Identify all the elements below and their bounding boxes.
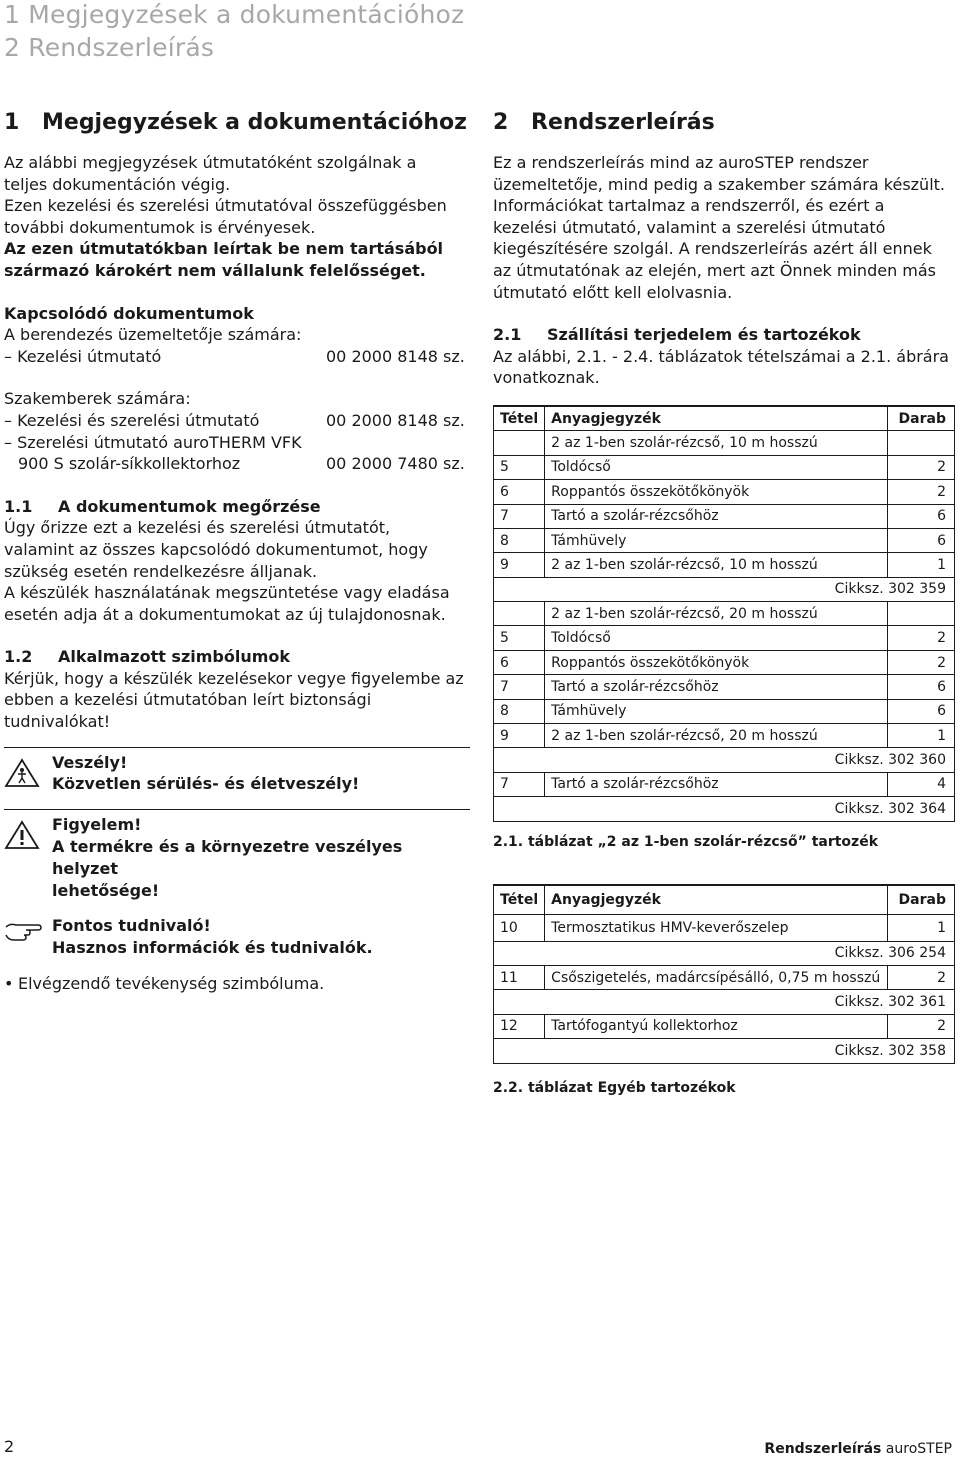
page-number: 2 (4, 1437, 15, 1456)
article-number: Cikksz. 306 254 (494, 941, 955, 965)
action-bullet (4, 973, 470, 995)
section-2-heading (493, 108, 956, 152)
article-number-row (494, 797, 955, 821)
text-line: Az alábbi megjegyzések útmutatóként szolgálnak a (4, 153, 417, 172)
section-title: Alkalmazott szimbólumok (58, 647, 291, 667)
header-cell: Tétel (494, 885, 545, 915)
section-number: 1.1 (4, 496, 33, 516)
article-number-row (494, 1039, 955, 1063)
section-title: A dokumentumok megőrzése (58, 496, 321, 516)
text-line: az útmutatónak az elején, mert azt Önnek minden más (493, 260, 937, 280)
group-title-cell: 2 az 1-ben szolár-rézcső, 20 m hosszú (545, 602, 888, 626)
article-number-row (494, 941, 955, 965)
accessories-table (493, 884, 955, 1064)
article-number-row (494, 748, 955, 772)
footer-product: auroSTEP (881, 1441, 952, 1457)
text-line: vonatkoznak. (493, 368, 600, 388)
caution-exclamation-icon (4, 820, 40, 850)
table-row: 10 Termosztatikus HMV-keverőszelep 1 (494, 914, 955, 941)
table-row (494, 431, 955, 455)
danger-warning-icon (4, 758, 40, 788)
section-number: 1 (4, 110, 20, 135)
section-1-1-heading (4, 496, 470, 518)
liability-note: Az ezen útmutatókban leírtak be nem tartásából (4, 239, 444, 259)
header-cell: Tétel (494, 406, 545, 431)
doc-item (4, 410, 470, 432)
table-row: 7 Tartó a szolár-rézcsőhöz 4 (494, 772, 955, 796)
table-caption: 2.2. táblázat Egyéb tartozékok (493, 1079, 736, 1096)
running-header-line-1: 1 Megjegyzések a dokumentációhoz (4, 0, 465, 29)
text-line: Ezen kezelési és szerelési útmutatóval összefüggésben (4, 196, 447, 216)
section-title: Megjegyzések a dokumentációhoz (42, 110, 467, 135)
table-row: 8 Támhüvely 6 (494, 528, 955, 552)
liability-note: származó károkért nem vállalunk felelősséget. (4, 260, 426, 280)
caution-notice (4, 809, 470, 901)
text-line: tudnivalókat! (4, 712, 111, 732)
text-line: esetén adja át a dokumentumokat az új tulajdonosnak. (4, 604, 446, 624)
running-header-line-2: 2 Rendszerleírás (4, 33, 215, 62)
text-line: kiegészítésére szolgál. A rendszerleírás azért áll ennek (493, 239, 932, 259)
doc-name: 900 S szolár-síkkollektorhoz (18, 454, 241, 474)
danger-title: Veszély! (52, 752, 128, 772)
pointing-hand-icon (4, 917, 44, 943)
table-row: 12 Tartófogantyú kollektorhoz 2 (494, 1014, 955, 1038)
text-line: valamint az összes kapcsolódó dokumentumot, hogy (4, 539, 428, 559)
table-header-row (494, 885, 955, 915)
text-line: útmutató előtt kell elolvasnia. (493, 282, 733, 302)
pro-label: Szakemberek számára: (4, 389, 191, 409)
header-cell: Anyagjegyzék (545, 406, 888, 431)
text-line: további dokumentumok is érvényesek. (4, 217, 316, 237)
bullet-text: Elvégzendő tevékenység szimbóluma. (18, 974, 325, 994)
article-number: Cikksz. 302 364 (494, 797, 955, 821)
text-line: Úgy őrizze ezt a kezelési és szerelési útmutatót, (4, 518, 391, 538)
section-number: 1.2 (4, 647, 33, 667)
doc-code: 00 2000 8148 sz. (326, 346, 465, 366)
left-column (4, 108, 470, 995)
operator-label: A berendezés üzemeltetője számára: (4, 325, 302, 345)
caution-title: Figyelem! (52, 815, 142, 835)
table-row: 5 Toldócső 2 (494, 626, 955, 650)
article-number: Cikksz. 302 361 (494, 990, 955, 1014)
caution-text: A termékre és a környezetre veszélyes helyzet (52, 837, 403, 878)
doc-item (4, 346, 470, 368)
text-line: Információkat tartalmaz a rendszerről, és ezért a (493, 196, 885, 216)
delivery-table (493, 405, 955, 822)
text-line: kezelési útmutató, valamint a szerelési útmutató (493, 217, 886, 237)
section-title: Rendszerleírás (531, 110, 715, 135)
note-title: Fontos tudnivaló! (52, 916, 211, 936)
table-row: 7 Tartó a szolár-rézcsőhöz 6 (494, 675, 955, 699)
article-number: Cikksz. 302 359 (494, 577, 955, 601)
section-title: Szállítási terjedelem és tartozékok (547, 325, 861, 345)
doc-name: – Kezelési útmutató (4, 346, 162, 366)
note-text: Hasznos információk és tudnivalók. (52, 938, 373, 958)
table-row: 11 Csőszigetelés, madárcsípésálló, 0,75 m hosszú 2 (494, 965, 955, 989)
intro-paragraph (4, 152, 470, 282)
table-row: 9 2 az 1-ben szolár-rézcső, 10 m hosszú 1 (494, 553, 955, 577)
caution-text: lehetősége! (52, 880, 160, 900)
section-number: 2.1 (493, 325, 522, 345)
related-docs-title: Kapcsolódó dokumentumok (4, 303, 254, 323)
section-2-1-heading (493, 324, 956, 346)
doc-code: 00 2000 8148 sz. (326, 410, 465, 430)
table-header-row (494, 406, 955, 431)
table-row: 8 Támhüvely 6 (494, 699, 955, 723)
text-line: szükség esetén rendelkezésre álljanak. (4, 561, 318, 581)
bullet-dot: • (4, 974, 14, 994)
section-number: 2 (493, 110, 509, 135)
table-row: 6 Roppantós összekötőkönyök 2 (494, 480, 955, 504)
table-row: 9 2 az 1-ben szolár-rézcső, 20 m hosszú 1 (494, 724, 955, 748)
doc-name: – Kezelési és szerelési útmutató (4, 410, 260, 430)
text-line: A készülék használatának megszüntetése vagy eladása (4, 583, 450, 603)
text-line: Ez a rendszerleírás mind az auroSTEP rendszer (493, 153, 869, 172)
table-row: 7 Tartó a szolár-rézcsőhöz 6 (494, 504, 955, 528)
text-line: üzemeltetője, mind pedig a szakember számára készült. (493, 174, 945, 194)
table-row: 6 Roppantós összekötőkönyök 2 (494, 650, 955, 674)
note-notice (4, 915, 470, 959)
table-caption: 2.1. táblázat „2 az 1-ben szolár-rézcső” tartozék (493, 833, 878, 850)
article-number-row (494, 990, 955, 1014)
danger-text: Közvetlen sérülés- és életveszély! (52, 774, 360, 794)
header-cell: Darab (888, 406, 955, 431)
text-line: Az alábbi, 2.1. - 2.4. táblázatok tételszámai a 2.1. ábrára (493, 346, 949, 366)
table-row (494, 602, 955, 626)
header-cell: Darab (888, 885, 955, 915)
table-row: 5 Toldócső 2 (494, 455, 955, 479)
article-number-row (494, 577, 955, 601)
doc-name: – Szerelési útmutató auroTHERM VFK (4, 432, 302, 452)
footer-section: Rendszerleírás (764, 1441, 882, 1457)
text-line: ebben a kezelési útmutatóban leírt biztonsági (4, 690, 372, 710)
right-column (493, 108, 956, 1098)
text-line: teljes dokumentáción végig. (4, 174, 231, 194)
section-1-2-heading (4, 646, 470, 668)
danger-notice (4, 747, 470, 796)
group-title-cell: 2 az 1-ben szolár-rézcső, 10 m hosszú (545, 431, 888, 455)
doc-code: 00 2000 7480 sz. (326, 454, 465, 474)
running-footer (764, 1441, 952, 1457)
section-1-heading (4, 108, 470, 152)
text-line: Kérjük, hogy a készülék kezelésekor vegye figyelembe az (4, 668, 464, 688)
doc-item (4, 453, 470, 475)
article-number: Cikksz. 302 358 (494, 1039, 955, 1063)
header-cell: Anyagjegyzék (545, 885, 888, 915)
article-number: Cikksz. 302 360 (494, 748, 955, 772)
